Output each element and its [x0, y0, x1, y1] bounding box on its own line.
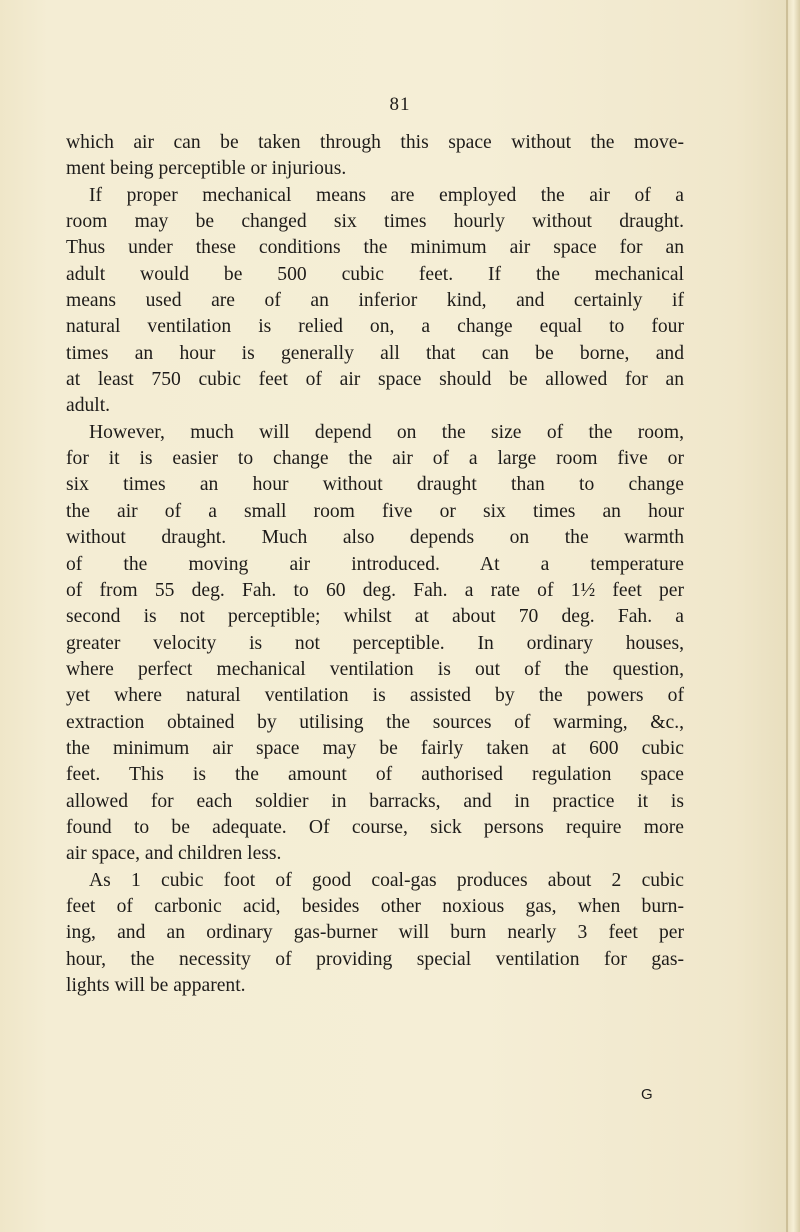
- text-line: where perfect mechanical ventilation is out of the question,: [66, 658, 684, 680]
- text-line: room may be changed six times hourly without draught.: [66, 211, 684, 233]
- text-line: However, much will depend on the size of the room,: [89, 421, 684, 443]
- body-text: [66, 130, 684, 999]
- text-line: As 1 cubic foot of good coal-gas produces about 2 cubic: [89, 869, 684, 891]
- text-line: greater velocity is not perceptible. In ordinary houses,: [66, 632, 684, 654]
- text-line: extraction obtained by utilising the sources of warming, &c.,: [66, 711, 684, 733]
- text-line: lights will be apparent.: [66, 975, 246, 996]
- text-line: six times an hour without draught than to change: [66, 474, 684, 496]
- text-line: the air of a small room five or six times an hour: [66, 500, 684, 522]
- text-line: for it is easier to change the air of a large room five or: [66, 448, 684, 470]
- text-line: ing, and an ordinary gas-burner will burn nearly 3 feet per: [66, 922, 684, 944]
- text-line: found to be adequate. Of course, sick persons require more: [66, 816, 684, 838]
- text-line: at least 750 cubic feet of air space should be allowed for an: [66, 369, 684, 391]
- text-line: hour, the necessity of providing special ventilation for gas-: [66, 948, 684, 970]
- text-line: yet where natural ventilation is assisted by the powers of: [66, 685, 684, 707]
- text-line: means used are of an inferior kind, and certainly if: [66, 290, 684, 312]
- text-line: ment being perceptible or injurious.: [66, 158, 347, 180]
- text-line: Thus under these conditions the minimum air space for an: [66, 237, 684, 259]
- text-line: allowed for each soldier in barracks, and in practice it is: [66, 790, 684, 812]
- text-line: feet of carbonic acid, besides other noxious gas, when burn-: [66, 895, 684, 917]
- text-line: the minimum air space may be fairly taken at 600 cubic: [66, 737, 684, 759]
- text-line: adult.: [66, 395, 111, 417]
- text-line: adult would be 500 cubic feet. If the mechanical: [66, 263, 684, 285]
- text-line: which air can be taken through this space without the move-: [66, 132, 684, 153]
- text-line: air space, and children less.: [66, 843, 282, 865]
- text-line: second is not perceptible; whilst at about 70 deg. Fah. a: [66, 606, 684, 628]
- page-edge: [786, 0, 800, 1232]
- signature-mark: G: [641, 1086, 653, 1103]
- text-line: of from 55 deg. Fah. to 60 deg. Fah. a rate of 1½ feet per: [66, 579, 684, 601]
- page-number: 81: [389, 94, 411, 115]
- text-line: If proper mechanical means are employed the air of a: [89, 184, 684, 206]
- text-line: without draught. Much also depends on the warmth: [66, 527, 684, 549]
- text-line: times an hour is generally all that can be borne, and: [66, 342, 684, 364]
- text-line: feet. This is the amount of authorised regulation space: [66, 764, 684, 786]
- text-line: of the moving air introduced. At a temperature: [66, 553, 684, 575]
- text-line: natural ventilation is relied on, a change equal to four: [66, 316, 684, 338]
